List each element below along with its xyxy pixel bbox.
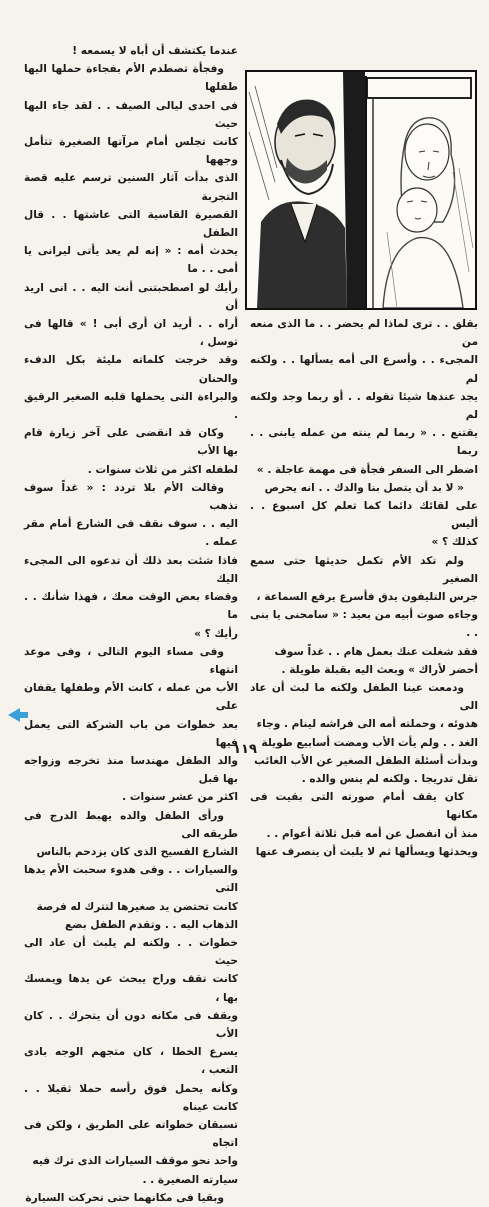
left-arrow-icon[interactable]	[6, 706, 30, 724]
page-number: ١١٩	[233, 742, 257, 757]
text-line: يسرع الخطا ، كان متجهم الوجه بادى التعب ،	[24, 1046, 238, 1077]
text-line: الشارع الفسيح الذى كان يزدحم بالناس	[36, 845, 238, 858]
text-line: بعد خطوات من باب الشركة التى يعمل فيها	[24, 718, 238, 749]
text-line: تقل تدريجا . ولكنه لم ينس والده .	[301, 773, 478, 786]
text-line: وبقيا فى مكانهما حتى تحركت السيارة	[25, 1191, 224, 1204]
text-line: تسبقان خطواته على الطريق ، ولكن فى اتجاه	[24, 1118, 238, 1150]
text-line: ولم تكد الأم تكمل حديثها حتى سمع الصغير	[250, 554, 478, 585]
text-line: كان يقف أمام صورته التى بقيت فى مكانها	[250, 791, 478, 822]
text-line: وجاءه صوت أبيه من بعيد : « سامحنى يا بنى . .	[250, 609, 478, 640]
text-line: اليه . . سوف نقف فى الشارع أمام مقر عمله .	[24, 518, 238, 549]
text-line: اضطر الى السفر فجأة فى مهمة عاجلة . »	[256, 463, 478, 476]
text-line: ويقف فى مكانه دون أن يتحرك . . كان الأب	[24, 1009, 238, 1040]
text-line: المجىء . . وأسرع الى أمه يسألها . . ولكنه لم	[250, 354, 478, 385]
text-line: « لا بد أن يتصل بنا والدك . . انه يحرص	[264, 481, 464, 494]
text-line: ودمعت عينا الطفل ولكنه ما لبث أن عاد الى	[250, 682, 478, 713]
text-line: ورأى الطفل والده يهبط الدرج فى طريقه الى	[24, 809, 238, 840]
text-line: الذى بدأت آثار السنين ترسم عليه قصة التجربة	[24, 172, 238, 203]
text-line: رأيك لو اصطحبتنى أنت اليه . . انى اريد أن	[24, 281, 238, 312]
text-line: اكثر من عشر سنوات .	[122, 791, 238, 804]
text-line: وقالت الأم بلا تردد : « غداً سوف نذهب	[24, 481, 238, 513]
text-line: واحد نحو موقف السيارات الذى ترك فيه	[32, 1155, 238, 1168]
text-line: الذهاب اليه . . وتقدم الطفل بضع	[65, 918, 238, 931]
text-line: أحضر لأراك » وبعث اليه بقبلة طويلة .	[281, 663, 478, 676]
text-line: كانت تجلس أمام مرآتها الصغيرة تتأمل وجهها	[24, 136, 238, 167]
text-line: وقد خرجت كلماته مليئة بكل الدفء والحنان	[24, 354, 238, 385]
text-line: كذلك ؟ »	[431, 536, 478, 549]
text-line: الأب من عمله ، كانت الأم وطفلها يقفان على	[24, 682, 238, 713]
illustration-sketch	[245, 70, 477, 310]
text-line: القصيرة القاسية التى عاشتها . . قال الطفل	[24, 208, 238, 240]
text-line: بقلق . . ترى لماذا لم يحضر . . ما الذى منعه من	[250, 318, 478, 349]
text-line: خطوات . . ولكنه لم يلبث أن عاد الى حيث	[24, 936, 238, 968]
text-line: فى احدى ليالى الصيف . . لقد جاء اليها حيث	[24, 99, 238, 130]
text-line: كانت تحتضن يد صغيرها لتترك له فرصة	[36, 900, 238, 913]
text-line: يحدث أمه : « إنه لم يعد يأتى ليرانى يا أمى . . ما	[24, 245, 238, 276]
text-column-right	[250, 315, 478, 861]
text-line: وكان قد انقضى على آخر زيارة قام بها الأب	[24, 427, 238, 458]
text-line: ويحدثها ويسألها ثم لا يلبث أن ينصرف عنها	[255, 845, 478, 858]
text-line: والسيارات . . وفى هدوء سحبت الأم يدها التى	[24, 864, 238, 895]
text-line: وفجأة تصطدم الأم بفجاءة حملها اليها طفلها	[24, 63, 238, 94]
text-line: سيارته الصغيرة . .	[142, 1173, 238, 1186]
text-line: وقضاء بعض الوقت معك ، فهذا شأنك . . ما	[24, 591, 238, 622]
text-line: وبدأت أسئلة الطفل الصغير عن الأب الغائب	[254, 754, 478, 767]
text-line: يجد عندها شيئا تقوله . . أو ربما وجد ولكنه لم	[250, 390, 478, 422]
text-line: فقد شغلت عنك بعمل هام . . غداً سوف	[274, 645, 478, 658]
text-line: منذ أن انفصل عن أمه قبل ثلاثة أعوام . .	[266, 827, 478, 840]
text-line: والد الطفل مهندسا منذ تخرجه وزواجه بها قبل	[24, 754, 238, 786]
text-column-left	[24, 42, 238, 1207]
text-line: لطفله اكثر من ثلاث سنوات .	[87, 463, 238, 476]
text-line: على لقائك دائما كما تعلم كل اسبوع . . أليس	[250, 500, 478, 531]
text-line: كانت تقف وراح يبحث عن يدها ويمسك بها ،	[24, 973, 238, 1004]
sketch-drawing	[247, 72, 475, 308]
text-line: هدوئه ، وحملته أمه الى فراشه لينام . وجاء	[256, 718, 478, 731]
text-line: فاذا شئت بعد ذلك أن تدعوه الى المجىء اليك	[24, 554, 238, 585]
text-line: جرس التليفون يدق فأسرع يرفع السماعة ،	[256, 591, 478, 604]
text-line: وفى مساء اليوم التالى ، وفى موعد انتهاء	[24, 645, 238, 676]
text-line: يقتنع . . « ربما لم ينته من عمله يابنى . . ربما	[250, 427, 478, 458]
text-line: عندما يكتشف أن أباه لا يسمعه !	[72, 45, 238, 57]
text-line: والبراءة التى يحملها قلبه الصغير الرقيق .	[24, 390, 238, 422]
text-line: أراه . . أريد ان أرى أبى ! » قالها فى توسل ،	[24, 318, 238, 349]
text-line: الغد . . ولم يأت الأب ومضت أسابيع طويلة	[261, 736, 478, 749]
text-line: رأيك ؟ »	[194, 627, 238, 640]
text-line: وكأنه يحمل فوق رأسه حملا ثقيلا . . كانت عيناه	[24, 1082, 238, 1113]
